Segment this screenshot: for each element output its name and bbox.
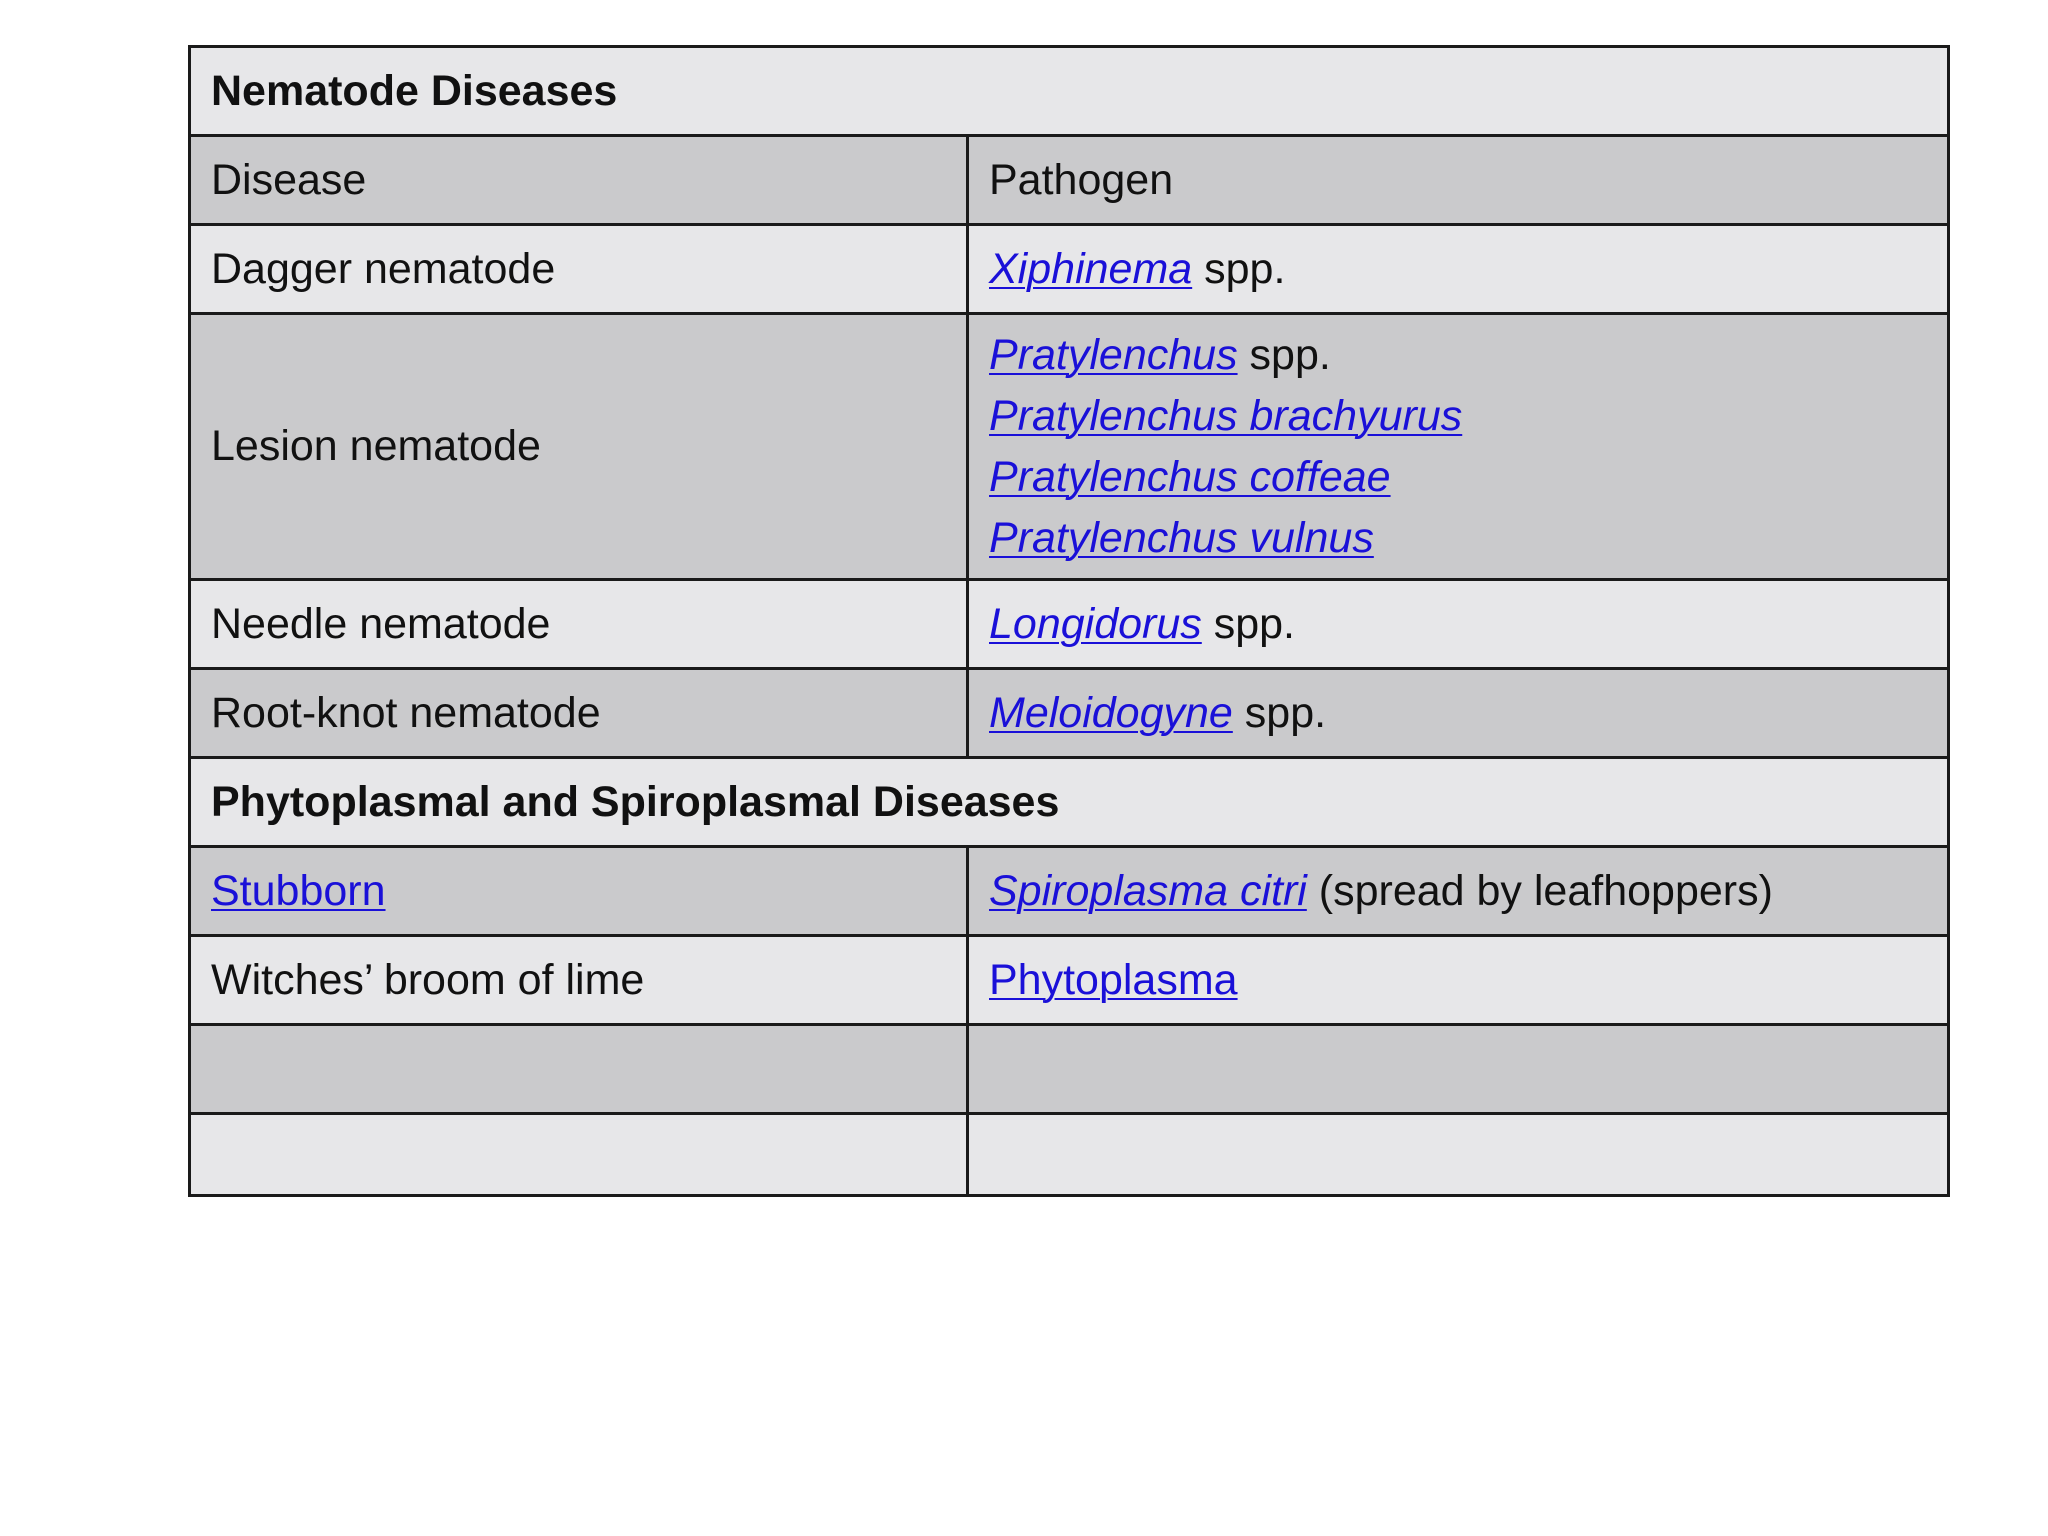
empty-row [190,1025,1949,1114]
column-header-disease: Disease [190,136,968,225]
empty-cell [190,1114,968,1196]
column-header-row [190,136,1949,225]
pathogen-line [989,508,1947,569]
empty-row [190,1114,1949,1196]
column-header-pathogen: Pathogen [968,136,1949,225]
pathogen-link[interactable]: Pratylenchus brachyurus [989,391,1463,440]
pathogen-cell [968,847,1949,936]
nematode-section-title: Nematode Diseases [190,47,1949,136]
pathogen-link[interactable]: Pratylenchus [989,330,1238,379]
table-row [190,936,1949,1025]
phyto-section-header-row [190,758,1949,847]
disease-cell: Dagger nematode [190,225,968,314]
pathogen-suffix: (spread by leafhoppers) [1306,866,1773,915]
pathogen-link[interactable]: Longidorus [989,599,1202,648]
pathogen-cell [968,580,1949,669]
empty-cell [968,1025,1949,1114]
disease-cell: Root-knot nematode [190,669,968,758]
table-row [190,314,1949,580]
pathogen-line [989,325,1947,386]
pathogen-link[interactable]: Xiphinema [989,244,1193,293]
pathogen-link[interactable]: Phytoplasma [989,955,1238,1004]
pathogen-line [989,386,1947,447]
pathogen-cell [968,669,1949,758]
empty-cell [968,1114,1949,1196]
pathogen-link[interactable]: Pratylenchus vulnus [989,513,1374,562]
phyto-section-title: Phytoplasmal and Spiroplasmal Diseases [190,758,1949,847]
pathogen-link[interactable]: Spiroplasma citri [989,866,1307,915]
pathogen-suffix: spp. [1237,330,1331,379]
pathogen-cell [968,314,1949,580]
table-row [190,225,1949,314]
nematode-section-header-row [190,47,1949,136]
disease-cell: Needle nematode [190,580,968,669]
table-row [190,580,1949,669]
table-row [190,847,1949,936]
disease-link[interactable]: Stubborn [211,866,386,915]
disease-cell: Lesion nematode [190,314,968,580]
disease-table [188,45,1950,1197]
disease-cell [190,847,968,936]
pathogen-cell [968,225,1949,314]
pathogen-link[interactable]: Pratylenchus coffeae [989,452,1391,501]
pathogen-suffix: spp. [1192,244,1286,293]
pathogen-cell [968,936,1949,1025]
disease-cell: Witches’ broom of lime [190,936,968,1025]
pathogen-suffix: spp. [1232,688,1327,737]
empty-cell [190,1025,968,1114]
pathogen-line [989,447,1947,508]
pathogen-suffix: spp. [1201,599,1296,648]
table-row [190,669,1949,758]
pathogen-link[interactable]: Meloidogyne [989,688,1233,737]
